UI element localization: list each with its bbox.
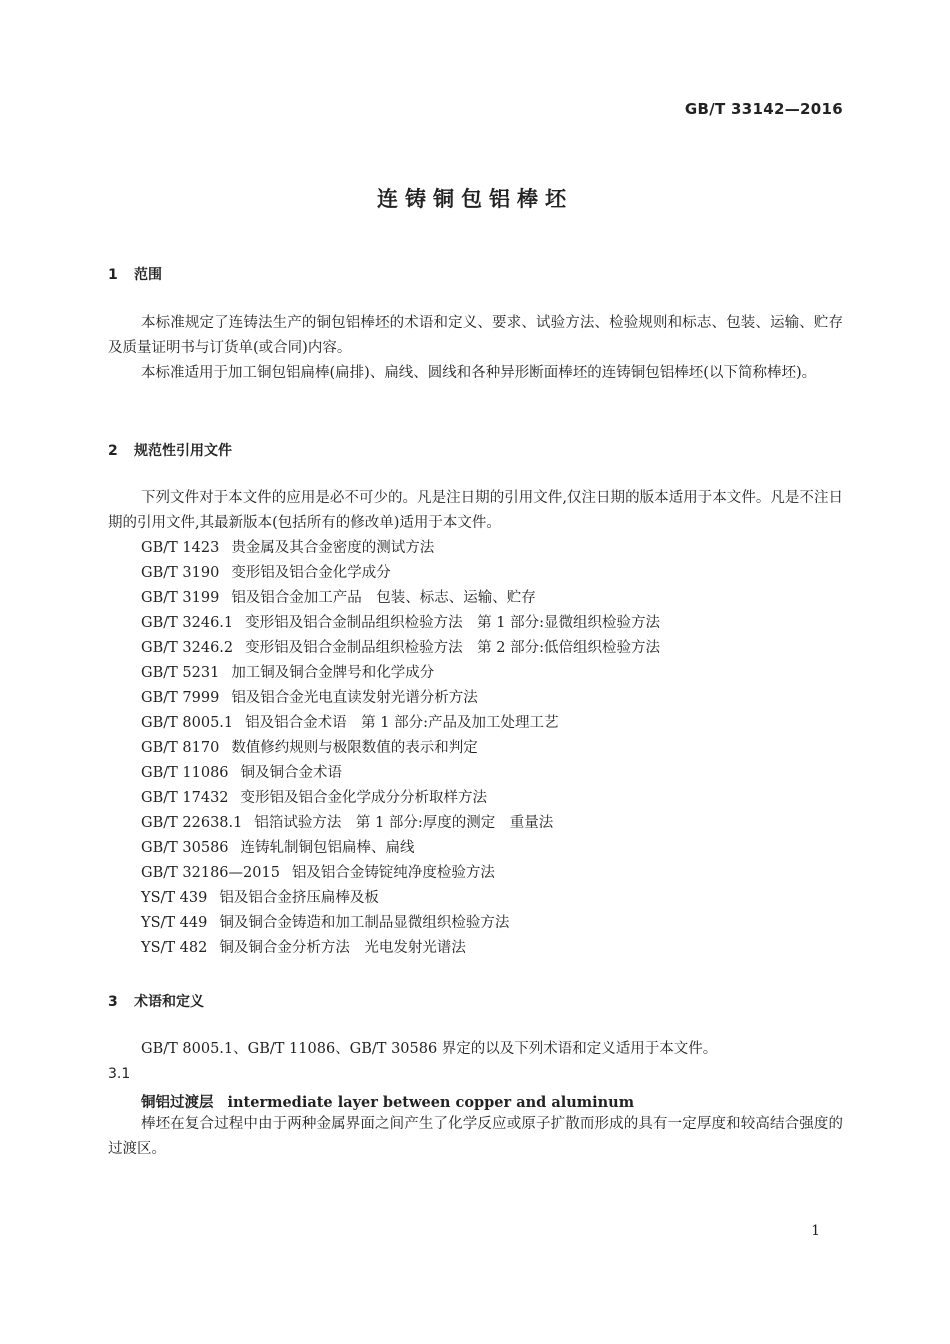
- reference-title: 变形铝及铝合金化学成分: [231, 565, 391, 581]
- reference-title: 铝及铝合金术语 第 1 部分:产品及加工处理工艺: [245, 715, 559, 731]
- reference-item: [141, 936, 466, 961]
- reference-title: 变形铝及铝合金制品组织检验方法 第 1 部分:显微组织检验方法: [245, 615, 660, 631]
- reference-title: 铝及铝合金挤压扁棒及板: [219, 890, 379, 906]
- reference-code: GB/T 22638.1: [141, 815, 243, 831]
- reference-title: 连铸轧制铜包铝扁棒、扁线: [240, 840, 415, 856]
- reference-item: [141, 611, 660, 636]
- reference-item: [141, 561, 391, 586]
- standard-number: GB/T 33142—2016: [684, 100, 843, 118]
- reference-title: 铜及铜合金术语: [240, 765, 343, 781]
- paragraph: 下列文件对于本文件的应用是必不可少的。凡是注日期的引用文件,仅注日期的版本适用于本文件。凡是不注日期的引用文件,其最新版本(包括所有的修改单)适用于本文件。: [108, 490, 843, 531]
- reference-item: [141, 886, 379, 911]
- reference-item: [141, 536, 434, 561]
- section-title: 术语和定义: [134, 994, 204, 1010]
- term-entry: [141, 1091, 634, 1112]
- reference-title: 贵金属及其合金密度的测试方法: [231, 540, 435, 556]
- reference-title: 加工铜及铜合金牌号和化学成分: [231, 665, 435, 681]
- section-number: 2: [108, 443, 118, 459]
- reference-title: 变形铝及铝合金化学成分分析取样方法: [240, 790, 488, 806]
- reference-title: 铝箔试验方法 第 1 部分:厚度的测定 重量法: [254, 815, 554, 831]
- reference-title: 铝及铝合金加工产品 包装、标志、运输、贮存: [231, 590, 536, 606]
- section-heading: [108, 991, 204, 1011]
- reference-item: [141, 911, 509, 936]
- section-number: 1: [108, 267, 118, 283]
- reference-item: [141, 636, 660, 661]
- reference-title: 变形铝及铝合金制品组织检验方法 第 2 部分:低倍组织检验方法: [245, 640, 660, 656]
- reference-code: YS/T 449: [141, 915, 208, 931]
- section-title: 范围: [134, 267, 162, 283]
- paragraph: GB/T 8005.1、GB/T 11086、GB/T 30586 界定的以及下列术语和定义适用于本文件。: [141, 1041, 718, 1057]
- reference-code: GB/T 1423: [141, 540, 220, 556]
- reference-code: GB/T 32186—2015: [141, 865, 280, 881]
- reference-code: GB/T 8170: [141, 740, 220, 756]
- page-number: 1: [811, 1223, 820, 1239]
- reference-code: GB/T 3190: [141, 565, 220, 581]
- reference-code: YS/T 439: [141, 890, 208, 906]
- reference-item: [141, 736, 478, 761]
- reference-item: [141, 686, 478, 711]
- section-heading: [108, 440, 232, 460]
- reference-code: GB/T 11086: [141, 765, 229, 781]
- reference-code: GB/T 3199: [141, 590, 220, 606]
- reference-code: GB/T 30586: [141, 840, 229, 856]
- reference-item: [141, 761, 342, 786]
- term-english: intermediate layer between copper and aluminum: [227, 1094, 635, 1111]
- reference-item: [141, 586, 536, 611]
- reference-title: 铝及铝合金光电直读发射光谱分析方法: [231, 690, 478, 706]
- reference-item: [141, 861, 495, 886]
- section-heading: [108, 264, 162, 284]
- reference-code: GB/T 3246.2: [141, 640, 234, 656]
- term-definition: 棒坯在复合过程中由于两种金属界面之间产生了化学反应或原子扩散而形成的具有一定厚度和较高结合强度的过渡区。: [108, 1116, 843, 1157]
- reference-item: [141, 786, 487, 811]
- reference-item: [141, 711, 558, 736]
- reference-code: GB/T 7999: [141, 690, 220, 706]
- paragraph: 本标准适用于加工铜包铝扁棒(扁排)、扁线、圆线和各种异形断面棒坯的连铸铜包铝棒坯(以下简称棒坯)。: [141, 365, 817, 381]
- reference-code: GB/T 3246.1: [141, 615, 234, 631]
- reference-code: GB/T 8005.1: [141, 715, 234, 731]
- reference-title: 数值修约规则与极限数值的表示和判定: [231, 740, 478, 756]
- reference-item: [141, 836, 415, 861]
- document-title: 连铸铜包铝棒坯: [377, 187, 573, 211]
- reference-item: [141, 811, 553, 836]
- reference-code: GB/T 17432: [141, 790, 229, 806]
- reference-item: [141, 661, 434, 686]
- paragraph: 本标准规定了连铸法生产的铜包铝棒坯的术语和定义、要求、试验方法、检验规则和标志、包装、运输、贮存及质量证明书与订货单(或合同)内容。: [108, 315, 843, 356]
- section-title: 规范性引用文件: [134, 443, 232, 459]
- reference-code: YS/T 482: [141, 940, 208, 956]
- reference-title: 铝及铝合金铸锭纯净度检验方法: [291, 865, 495, 881]
- term-number: 3.1: [108, 1066, 131, 1082]
- section-number: 3: [108, 994, 118, 1010]
- reference-title: 铜及铜合金分析方法 光电发射光谱法: [219, 940, 466, 956]
- term-chinese: 铜铝过渡层: [141, 1095, 214, 1111]
- reference-title: 铜及铜合金铸造和加工制品显微组织检验方法: [219, 915, 510, 931]
- reference-code: GB/T 5231: [141, 665, 220, 681]
